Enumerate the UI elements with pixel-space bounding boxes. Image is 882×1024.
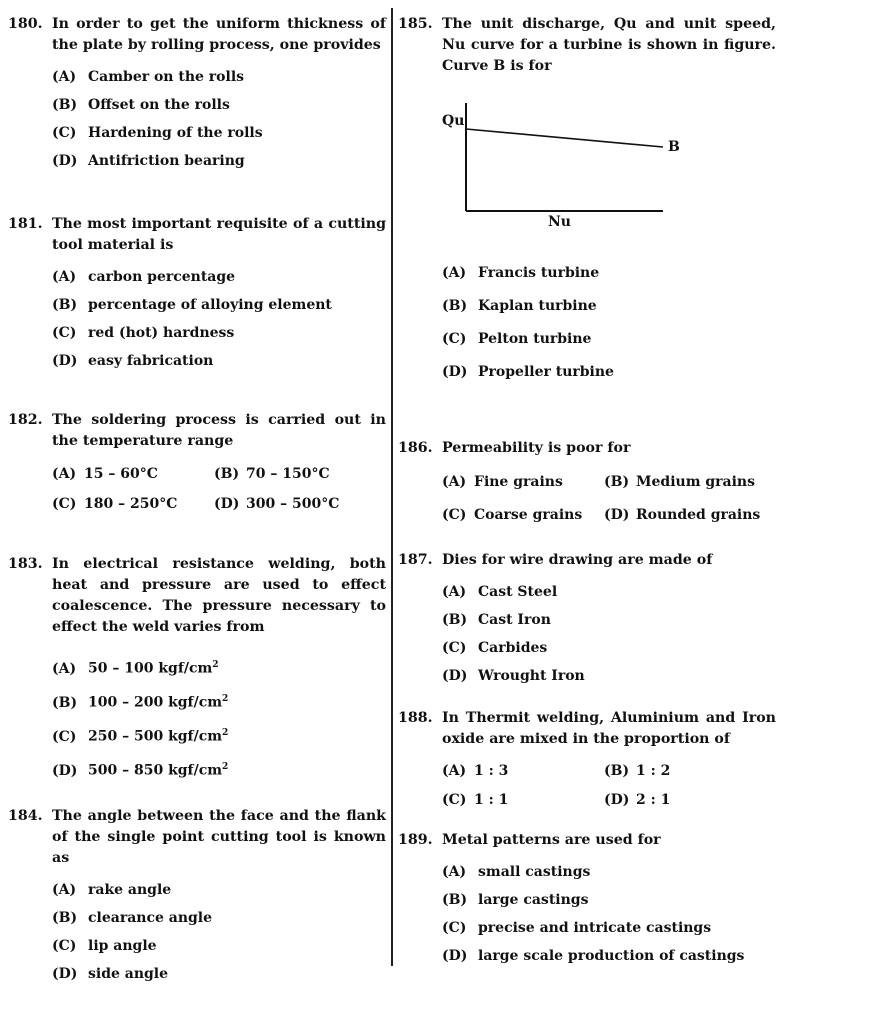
options-list <box>442 257 776 389</box>
question-stem <box>8 554 386 638</box>
question-number: 181. <box>8 216 43 232</box>
question-185 <box>398 14 776 389</box>
option-b: (B) large castings <box>442 892 589 908</box>
option-d: (D) Wrought Iron <box>442 668 585 684</box>
question-text: In Thermit welding, Aluminium and Iron oxide are mixed in the proportion of <box>442 710 776 747</box>
question-number: 185. <box>398 16 433 32</box>
option-a: (A) 1 : 3 <box>442 763 509 779</box>
question-number: 188. <box>398 710 433 726</box>
question-189 <box>398 830 776 970</box>
question-stem <box>398 550 776 571</box>
option-d: (D) 300 – 500°C <box>214 496 340 512</box>
option-a: (A) rake angle <box>52 882 172 898</box>
option-c: (C) Hardening of the rolls <box>52 125 263 141</box>
question-stem <box>8 214 386 256</box>
question-text: The most important requisite of a cutting tool material is <box>52 216 386 253</box>
options-list <box>52 648 386 784</box>
question-182 <box>8 410 386 519</box>
option-c: (C) Pelton turbine <box>442 331 592 347</box>
option-a: (A) Fine grains <box>442 474 563 490</box>
option-c: (C) Carbides <box>442 640 548 656</box>
curve-b-line <box>466 129 663 147</box>
question-180 <box>8 14 386 175</box>
question-number: 187. <box>398 552 433 568</box>
option-d: (D) Antifriction bearing <box>52 153 245 169</box>
option-a: (A) Camber on the rolls <box>52 69 245 85</box>
option-b: (B) Medium grains <box>604 474 755 490</box>
question-text: In electrical resistance welding, both heat and pressure are used to effect coalescence. The pressure necessary to effect the weld varies from <box>52 556 386 635</box>
question-stem <box>398 438 776 459</box>
option-c: (C) Coarse grains <box>442 507 583 523</box>
question-stem <box>8 806 386 869</box>
question-number: 186. <box>398 440 433 456</box>
option-d: (D) Rounded grains <box>604 507 761 523</box>
curve-b-label: B <box>668 139 680 155</box>
option-a: (A) 50 – 100 kgf/$cm^2$ <box>52 660 219 677</box>
question-number: 184. <box>8 808 43 824</box>
option-d: (D) 2 : 1 <box>604 792 671 808</box>
options-list <box>52 263 386 375</box>
y-axis-label: Qu <box>442 113 465 129</box>
option-b: (B) Offset on the rolls <box>52 97 230 113</box>
option-b: (B) 70 – 150°C <box>214 466 330 482</box>
question-text: The soldering process is carried out in the temperature range <box>52 412 386 449</box>
option-d: (D) side angle <box>52 966 169 982</box>
option-b: (B) 1 : 2 <box>604 763 671 779</box>
option-a: (A) Francis turbine <box>442 265 600 281</box>
question-stem <box>8 410 386 452</box>
option-a: (A) Cast Steel <box>442 584 558 600</box>
question-181 <box>8 214 386 375</box>
options-list <box>442 578 776 690</box>
option-b: (B) Kaplan turbine <box>442 298 597 314</box>
option-d: (D) large scale production of castings <box>442 948 745 964</box>
option-c: (C) red (hot) hardness <box>52 325 235 341</box>
question-186 <box>398 438 776 532</box>
option-b: (B) percentage of alloying element <box>52 297 332 313</box>
question-183 <box>8 554 386 784</box>
question-text: The unit discharge, Qu and unit speed, Nu curve for a turbine is shown in figure. Curve B is for <box>442 16 776 74</box>
options-list <box>442 858 776 970</box>
question-number: 182. <box>8 412 43 428</box>
options-list <box>52 63 386 175</box>
question-text: The angle between the face and the flank of the single point cutting tool is known as <box>52 808 386 866</box>
options-grid <box>52 459 386 519</box>
question-stem <box>398 14 776 77</box>
option-a: (A) carbon percentage <box>52 269 236 285</box>
option-c: (C) 1 : 1 <box>442 792 509 808</box>
question-number: 183. <box>8 556 43 572</box>
option-b: (B) 100 – 200 kgf/$cm^2$ <box>52 694 229 711</box>
question-text: Dies for wire drawing are made of <box>442 552 713 568</box>
option-d: (D) Propeller turbine <box>442 364 614 380</box>
option-c: (C) 250 – 500 kgf/$cm^2$ <box>52 728 229 745</box>
question-text: Permeability is poor for <box>442 440 631 456</box>
question-187 <box>398 550 776 690</box>
option-c: (C) precise and intricate castings <box>442 920 712 936</box>
question-number: 189. <box>398 832 433 848</box>
x-axis-label: Nu <box>548 214 571 230</box>
qn-curve-figure <box>438 83 738 253</box>
options-grid <box>442 757 776 815</box>
options-grid <box>442 466 776 532</box>
option-d: (D) easy fabrication <box>52 353 214 369</box>
option-b: (B) Cast Iron <box>442 612 551 628</box>
question-stem <box>398 708 776 750</box>
question-188 <box>398 708 776 815</box>
option-a: (A) 15 – 60°C <box>52 466 158 482</box>
options-list <box>52 876 386 988</box>
option-a: (A) small castings <box>442 864 591 880</box>
option-c: (C) 180 – 250°C <box>52 496 178 512</box>
question-stem <box>8 14 386 56</box>
option-c: (C) lip angle <box>52 938 157 954</box>
qn-curve-svg <box>438 83 738 253</box>
question-184 <box>8 806 386 988</box>
option-b: (B) clearance angle <box>52 910 213 926</box>
question-text: Metal patterns are used for <box>442 832 661 848</box>
question-stem <box>398 830 776 851</box>
question-text: In order to get the uniform thickness of the plate by rolling process, one provides <box>52 16 386 53</box>
option-d: (D) 500 – 850 kgf/$cm^2$ <box>52 762 229 779</box>
question-number: 180. <box>8 16 43 32</box>
